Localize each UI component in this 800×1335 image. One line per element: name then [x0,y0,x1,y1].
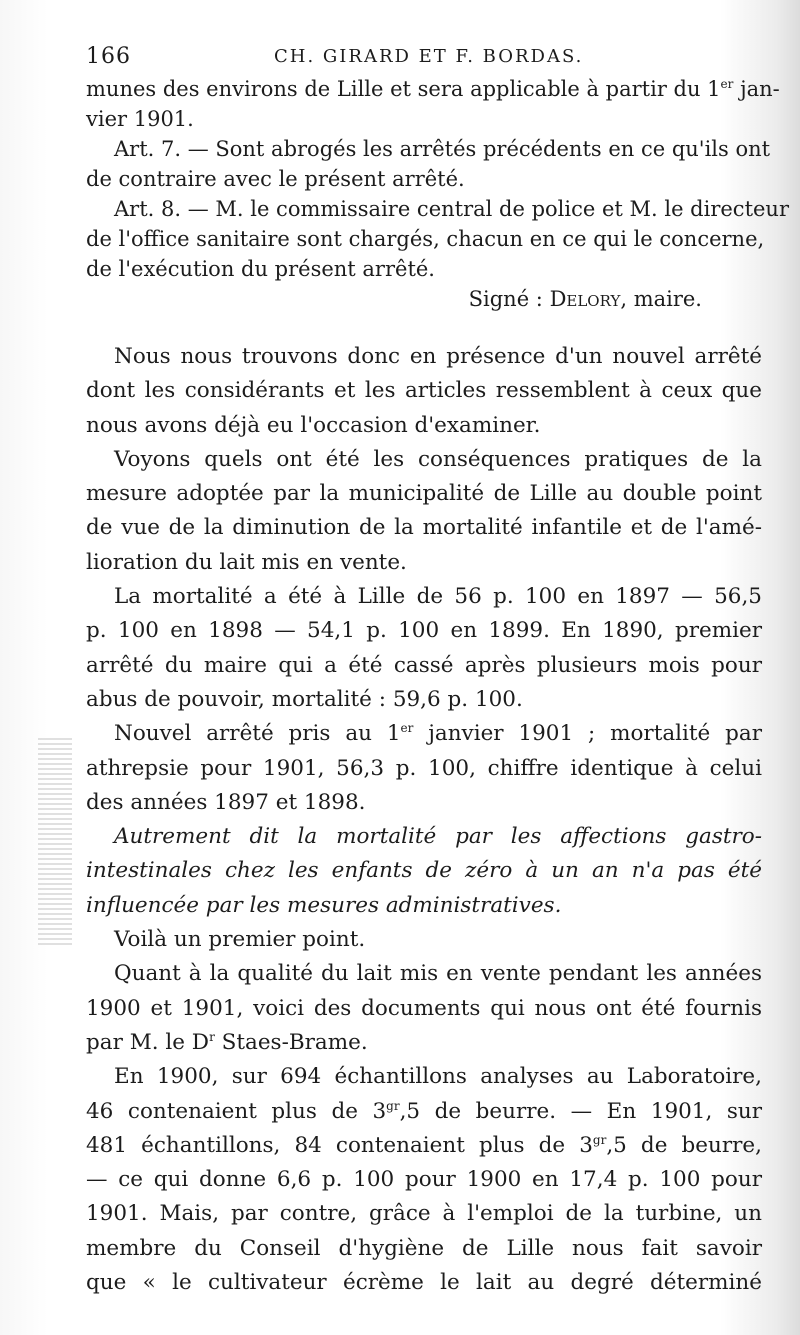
italic-line: influencée par les mesures administratives. [86,892,562,918]
paragraph-line: 1900 et 1901, voici des documents qui nous ont été fournis [86,995,762,1021]
italic-line: intestinales chez les enfants de zéro à un an n'a pas été [86,858,762,884]
decree-line: de l'office sanitaire sont chargés, chacun en ce qui le concerne, [86,227,765,251]
paragraph-line: lioration du lait mis en vente. [86,549,407,575]
paragraph-line: membre du Conseil d'hygiène de Lille nous fait savoir [86,1235,762,1261]
paragraph-line: Voilà un premier point. [114,927,366,953]
paragraph-line: — ce qui donne 6,6 p. 100 pour 1900 en 17,4 p. 100 pour [86,1167,762,1193]
paragraph-line: dont les considérants et les articles ressemblent à ceux que [86,378,762,404]
italic-line: Autrement dit la mortalité par les affections gastro- [114,824,762,850]
paragraph-line: Nous nous trouvons donc en présence d'un nouvel arrêté [114,344,762,369]
paragraph-line: En 1900, sur 694 échantillons analyses au Laboratoire, [114,1064,762,1090]
decree-block [86,74,789,314]
paragraph-line: 481 échantillons, 84 contenaient plus de $3^{gr},5$ de beurre, [86,1132,762,1158]
margin-pencil-mark [38,738,72,948]
decree-article-8: Art. 8. — M. le commissaire central de police et M. le directeur [114,197,789,221]
paragraph-line: Quant à la qualité du lait mis en vente pendant les années [114,961,762,987]
paragraph-line: 1901. Mais, par contre, grâce à l'emploi de la turbine, un [86,1201,762,1227]
paragraph-line: p. 100 en 1898 — 54,1 p. 100 en 1899. En 1890, premier [86,618,762,644]
paragraph-line: 46 contenaient plus de $3^{gr},5$ de beurre. — En 1901, sur [86,1098,763,1124]
decree-line: vier 1901. [86,107,194,131]
paragraph-line: abus de pouvoir, mortalité : 59,6 p. 100. [86,686,523,712]
paragraph-line: de vue de la diminution de la mortalité infantile et de l'amé- [86,515,762,541]
paragraph-line: athrepsie pour 1901, 56,3 p. 100, chiffre identique à celui [86,755,762,781]
page-number: 166 [86,44,131,69]
paragraph-line: Nouvel arrêté pris au 1er janvier 1901 ; mortalité par [114,721,762,747]
main-text [86,340,762,1300]
decree-line: de l'exécution du présent arrêté. [86,257,435,281]
paragraph-line: mesure adoptée par la municipalité de Lille au double point [86,481,762,507]
paragraph-line: nous avons déjà eu l'occasion d'examiner. [86,412,541,438]
paragraph-line: que « le cultivateur écrème le lait au degré déterminé [86,1270,762,1296]
page-header [86,40,746,74]
signature-line: Signé : Delory, maire. [468,287,702,311]
paragraph-line: La mortalité a été à Lille de 56 p. 100 en 1897 — 56,5 [114,584,762,610]
paragraph-line: Voyons quels ont été les conséquences pratiques de la [114,446,762,472]
page-body [86,74,789,1300]
decree-line: de contraire avec le présent arrêté. [86,167,465,191]
decree-line: munes des environs de Lille et sera applicable à partir du 1er jan- [86,77,780,101]
running-head: CH. GIRARD ET F. BORDAS. [274,46,584,67]
signature-name: Delory [549,287,621,311]
paragraph-line: par M. le $D^r$ Staes-Brame. [86,1029,368,1055]
decree-article-7: Art. 7. — Sont abrogés les arrêtés précédents en ce qu'ils ont [114,137,771,161]
paragraph-line: arrêté du maire qui a été cassé après plusieurs mois pour [86,652,762,678]
paragraph-line: des années 1897 et 1898. [86,789,366,815]
